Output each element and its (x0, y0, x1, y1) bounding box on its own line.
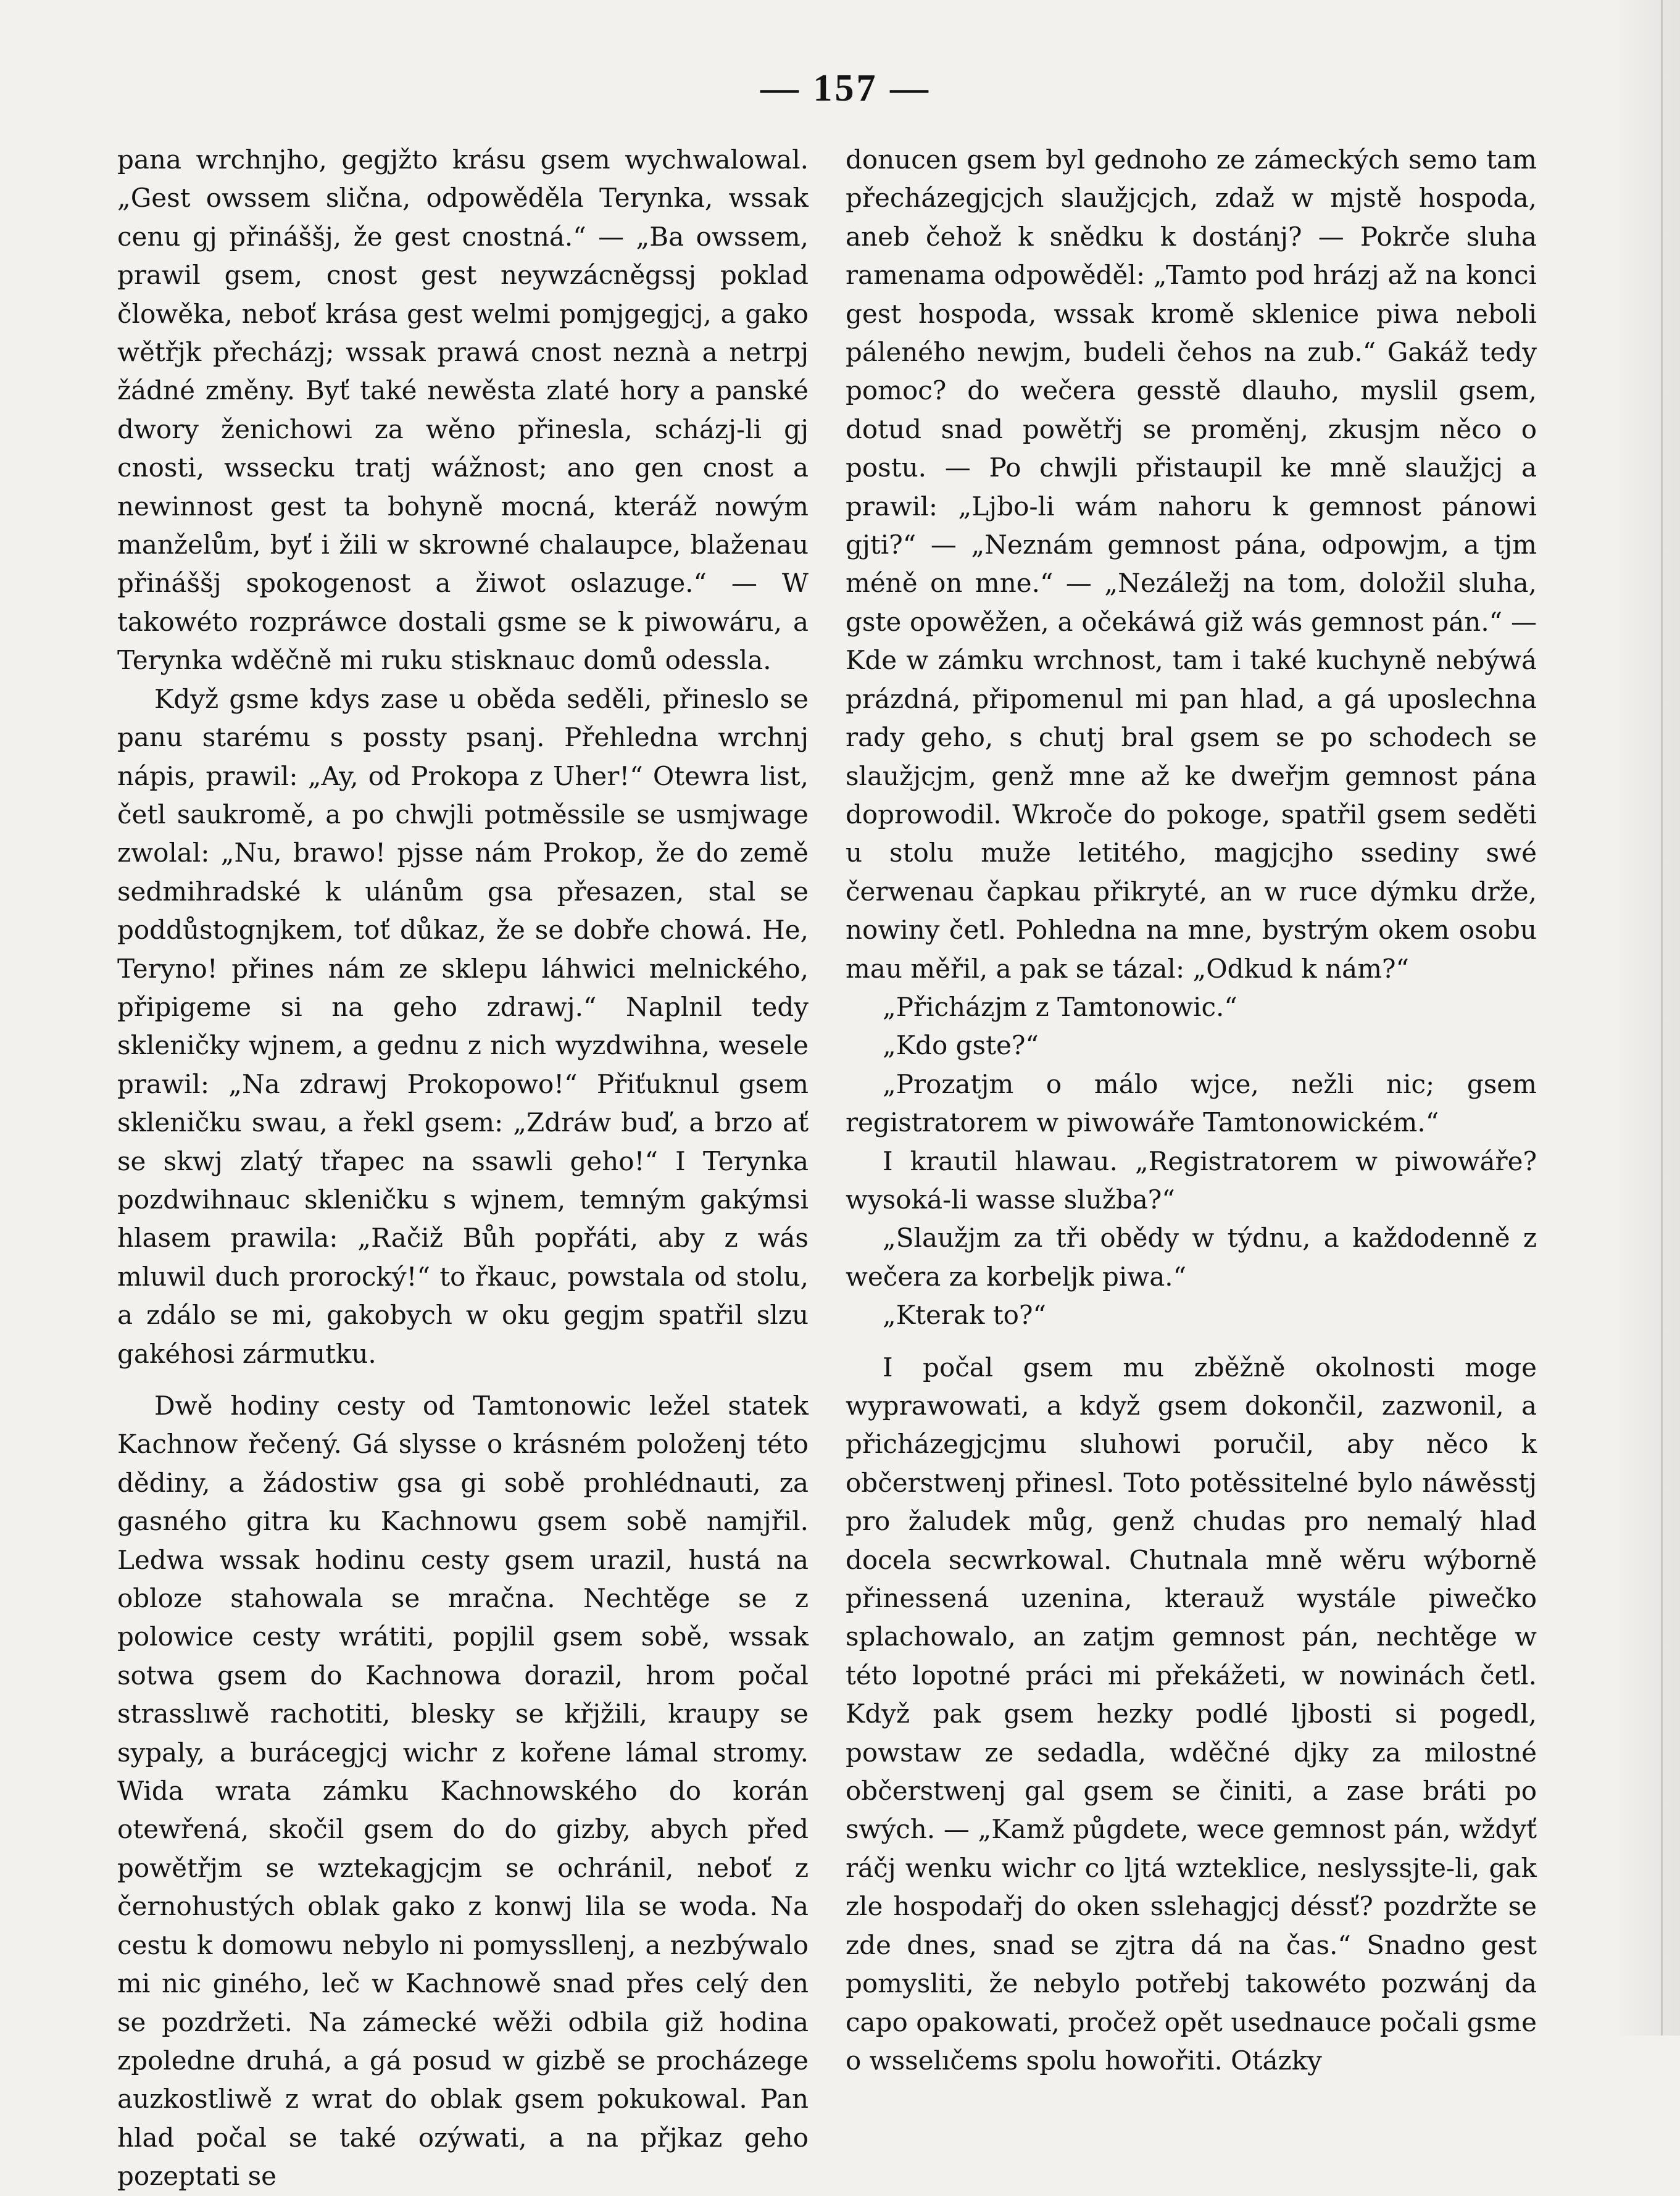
dialogue-line: „Prozatjm o málo wjce, nežli nic; gsem registratorem w piwowáře Tamtonowickém.“ (846, 1068, 1537, 1138)
paragraph: I počal gsem mu zběžně okolnosti moge wyprawowati, a když gsem dokončil, zazwonil, a přicházegjcjmu sluhowi poručil, aby něco k občerstwenj přinesl. Toto potěssitelné bylo náwěsstj pro žaludek můg, genž chudas pro nemalý hlad docela secwrkowal. Chutnala mně wěru wýborně přinessená uzenina, kterauž wystále piwečko splachowalo, an zatjm gemnost pán, nechtěge w této lopotné práci mi překážeti, w nowinách četl. Když pak gsem hezky podlé ljbosti si pogedl, powstaw ze sedadla, wděčné djky za milostné občerstwenj gal gsem se činiti, a zase bráti po swých. — „Kamž půgdete, wece gemnost pán, wždyť ráčj wenku wichr co ljtá wzteklice, neslyssjte-li, gak zle hospodařj do oken sslehagjcj déssť? pozdržte se zde dnes, snad se zjtra dá na čas.“ Snadno gest pomysliti, že nebylo potřebj takowéto pozwánj da capo opakowati, pročež opět usednauce počali gsme o wsselıčems spolu howořiti. Otázky (846, 1352, 1537, 2076)
dialogue-line: „Kdo gste?“ (883, 1030, 1039, 1061)
text-column-left (117, 141, 809, 2192)
text-column-right (846, 141, 1537, 2076)
page-number: — 157 — (760, 67, 931, 109)
dialogue-line: „Přicházjm z Tamtonowic.“ (883, 991, 1237, 1022)
page-edge-line (1661, 0, 1663, 2036)
paragraph: Když gsme kdys zase u oběda seděli, přineslo se panu starému s possty psanj. Přehledna wrchnj nápis, prawil: „Ay, od Prokopa z Uher!“ Otewra list, četl saukromě, a po chwjli potměssile se usmjwage zwolal: „Nu, brawo! pjsse nám Prokop, že do země sedmihradské k ulánům gsa přesazen, stal se poddůstognjkem, toť důkaz, že se dobře chowá. He, Teryno! přines nám ze sklepu láhwici melnického, připigeme si na geho zdrawj.“ Naplnil tedy skleničky wjnem, a gednu z nich wyzdwihna, wesele prawil: „Na zdrawj Prokopowo!“ Přiťuknul gsem skleničku swau, a řekl gsem: „Zdráw buď, a brzo ať se skwj zlatý třapec na ssawli geho!“ I Terynka pozdwihnauc skleničku s wjnem, temným gakýmsi hlasem prawila: „Račiž Bůh popřáti, aby z wás mluwil duch prorocký!“ to řkauc, powstala od stolu, a zdálo se mi, gakobych w oku gegjm spatřil slzu gakéhosi zármutku. (117, 683, 809, 1369)
paragraph: pana wrchnjho, gegjžto krásu gsem wychwalowal. „Gest owssem slična, odpowěděla Terynka, wssak cenu gj přináššj, že gest cnostná.“ — „Ba owssem, prawil gsem, cnost gest neywzácněgssj poklad člowěka, neboť krása gest welmi pomjgegjcj, a gako wětřjk přecházj; wssak prawá cnost neznà a netrpj žádné změny. Byť také newěsta zlaté hory a panské dwory ženichowi za wěno přinesla, scházj-li gj cnosti, wssecku tratj wážnost; ano gen cnost a newinnost gest ta bohyně mocná, kteráž nowým manželům, byť i žili w skrowné chalaupce, blaženau přináššj spokogenost a žiwot oslazuge.“ — W takowéto rozpráwce dostali gsme se k piwowáru, a Terynka wděčně mi ruku stisknauc domů odessla. (117, 144, 809, 676)
dialogue-line: I krautil hlawau. „Registratorem w piwowáře? wysoká-li wasse služba?“ (846, 1146, 1537, 1215)
paragraph: Dwě hodiny cesty od Tamtonowic ležel statek Kachnow řečený. Gá slysse o krásném položenj této dědiny, a žádostiw gsa gi sobě prohlédnauti, za gasného gitra ku Kachnowu gsem sobě namjřil. Ledwa wssak hodinu cesty gsem urazil, hustá na obloze stahowala se mračna. Nechtěge se z polowice cesty wrátiti, popjlil gsem sobě, wssak sotwa gsem do Kachnowa dorazil, hrom počal strasslıwě rachotiti, blesky se křjžili, kraupy se sypaly, a burácegjcj wichr z kořene lámal stromy. Wida wrata zámku Kachnowského do korán otewřená, skočil gsem do do gizby, abych před powětřjm se wztekagjcjm se ochránil, neboť z černohustých oblak gako z konwj lila se woda. Na cestu k domowu nebylo ni pomyssllenj, a nezbýwalo mi nic giného, leč w Kachnowě snad přes celý den se pozdržeti. Na zámecké wěži odbila giž hodina zpoledne druhá, a gá posud w gizbě se procházege auzkostliwě z wrat do oblak gsem pokukowal. Pan hlad počal se také ozýwati, a na přjkaz geho pozeptati se (117, 1391, 809, 2192)
dialogue-line: „Slaužjm za tři obědy w týdnu, a každodenně z wečera za korbeljk piwa.“ (846, 1223, 1537, 1292)
dialogue-line: „Kterak to?“ (883, 1300, 1046, 1331)
page-edge-shadow (1612, 0, 1680, 2036)
paragraph: donucen gsem byl gednoho ze zámeckých semo tam přecházegjcjch slaužjcjch, zdaž w mjstě hospoda, aneb čehož k snědku k dostánj? — Pokrče sluha ramenama odpowěděl: „Tamto pod hrázj až na konci gest hospoda, wssak kromě sklenice piwa neboli páleného newjm, budeli čehos na zub.“ Gakáž tedy pomoc? do wečera gesstě dlauho, myslil gsem, dotud snad powětřj se proměnj, zkusjm něco o postu. — Po chwjli přistaupil ke mně slaužjcj a prawil: „Ljbo-li wám nahoru k gemnost pánowi gjti?“ — „Neznám gemnost pána, odpowjm, a tjm méně on mne.“ — „Nezáležj na tom, doložil sluha, gste opowěžen, a očekáwá giž wás gemnost pán.“ — Kde w zámku wrchnost, tam i také kuchyně nebýwá prázdná, připomenul mi pan hlad, a gá uposlechna rady geho, s chutj bral gsem se po schodech se slaužjcjm, genž mne až ke dweřjm gemnost pána doprowodil. Wkroče do pokoge, spatřil gsem seděti u stolu muže letitého, magjcjho ssediny swé čerwenau čapkau přikryté, an w ruce dýmku drže, nowiny četl. Pohledna na mne, bystrým okem osobu mau měřil, a pak se tázal: „Odkud k nám?“ (846, 144, 1537, 984)
